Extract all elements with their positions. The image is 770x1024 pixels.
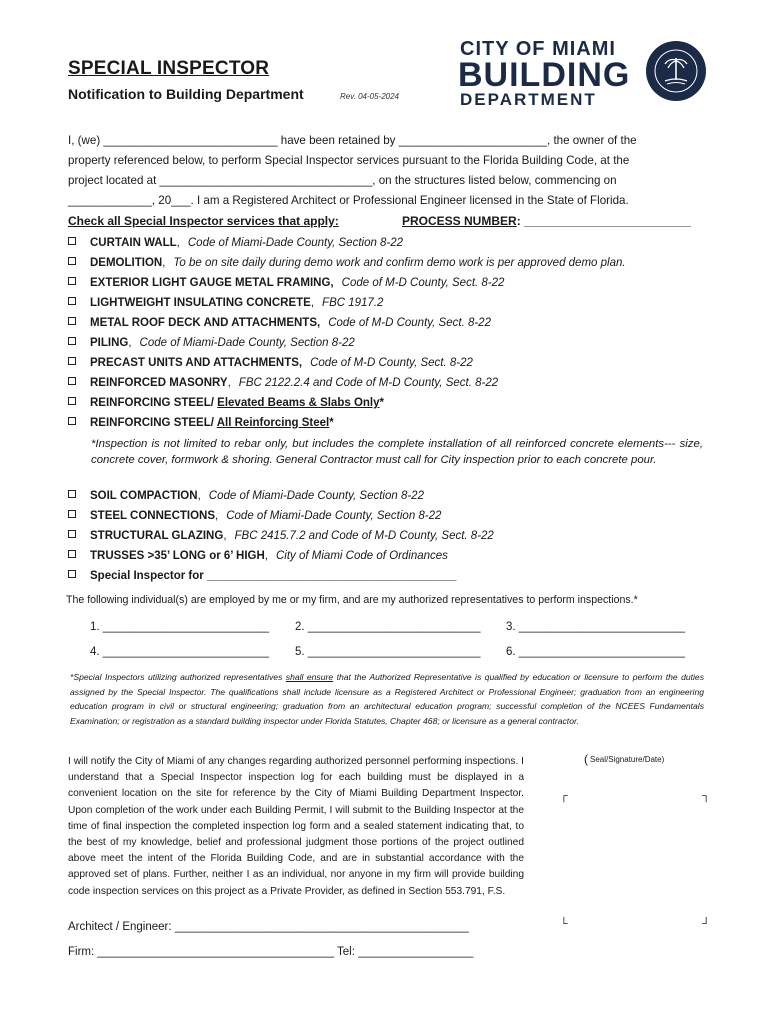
seal-signature-date-label: Seal/Signature/Date) — [590, 755, 665, 764]
checkbox-icon[interactable] — [68, 237, 76, 245]
corner-mark-bottom-left: └ — [560, 918, 568, 930]
service-name: LIGHTWEIGHT INSULATING CONCRETE — [90, 297, 311, 309]
representative-field-1[interactable]: 1. __________________________ — [90, 621, 270, 633]
checkbox-icon[interactable] — [68, 337, 76, 345]
checkbox-icon[interactable] — [68, 317, 76, 325]
intro-line-1: I, (we) ___________________________ have been retained by _______________________, the owner of the — [68, 134, 637, 147]
process-number-label: PROCESS NUMBER — [402, 214, 517, 228]
service-detail: Code of Miami-Dade County, Section 8-22 — [139, 337, 355, 349]
checkbox-icon[interactable] — [68, 417, 76, 425]
checkbox-icon[interactable] — [68, 530, 76, 538]
service-item[interactable]: PILING, Code of Miami-Dade County, Section 8-22 — [68, 333, 708, 353]
service-item[interactable]: SOIL COMPACTION, Code of Miami-Dade County, Section 8-22 — [68, 486, 708, 506]
service-detail: Code of Miami-Dade County, Section 8-22 — [208, 490, 424, 502]
service-detail: Code of Miami-Dade County, Section 8-22 — [226, 510, 442, 522]
revision-date: Rev. 04-05-2024 — [340, 92, 399, 101]
service-item-steel-all[interactable]: REINFORCING STEEL/ All Reinforcing Steel* — [68, 413, 708, 433]
service-name: EXTERIOR LIGHT GAUGE METAL FRAMING, — [90, 277, 334, 289]
service-detail: Code of M-D County, Sect. 8-22 — [328, 317, 491, 329]
service-item[interactable]: REINFORCED MASONRY, FBC 2122.2.4 and Code of M-D County, Sect. 8-22 — [68, 373, 708, 393]
process-number-blank: : _________________________ — [516, 214, 691, 228]
process-number-field[interactable] — [402, 214, 691, 228]
checkbox-icon[interactable] — [68, 550, 76, 558]
logo-building-text: BUILDING — [458, 56, 631, 94]
service-name: CURTAIN WALL — [90, 237, 177, 249]
city-seal-icon — [645, 40, 707, 102]
service-detail: Code of M-D County, Sect. 8-22 — [341, 277, 505, 289]
representative-field-5[interactable]: 5. ___________________________ — [295, 646, 481, 658]
service-detail: To be on site daily during demo work and confirm demo work is per approved demo plan. — [173, 257, 626, 269]
service-item[interactable] — [68, 353, 708, 373]
checkbox-icon[interactable] — [68, 297, 76, 305]
architect-engineer-field[interactable]: Architect / Engineer: ______________________________________________ — [68, 921, 469, 933]
service-item[interactable]: TRUSSES >35’ LONG or 6’ HIGH, City of Miami Code of Ordinances — [68, 546, 708, 566]
service-name: PILING — [90, 337, 129, 349]
service-detail: Code of Miami-Dade County, Section 8-22 — [187, 237, 404, 249]
seal-paren: ( — [584, 752, 588, 766]
corner-mark-top-left: ┌ — [560, 790, 568, 802]
service-name: DEMOLITION — [90, 257, 163, 269]
checkbox-icon[interactable] — [68, 377, 76, 385]
check-services-heading: Check all Special Inspector services that apply: — [68, 214, 339, 228]
service-item[interactable]: LIGHTWEIGHT INSULATING CONCRETE, FBC 1917.2 — [68, 293, 708, 313]
service-name: SOIL COMPACTION — [90, 490, 198, 502]
service-name: STEEL CONNECTIONS — [90, 510, 216, 522]
corner-mark-bottom-right: ┘ — [702, 918, 710, 930]
service-item[interactable]: STRUCTURAL GLAZING, FBC 2415.7.2 and Code of M-D County, Sect. 8-22 — [68, 526, 708, 546]
service-item[interactable] — [68, 273, 708, 293]
intro-line-2: property referenced below, to perform Special Inspector services pursuant to the Florida Building Code, at the — [68, 154, 630, 167]
service-detail: FBC 2122.2.4 and Code of M-D County, Sect. 8-22 — [238, 377, 499, 389]
form-title: SPECIAL INSPECTOR — [68, 58, 270, 79]
checkbox-icon[interactable] — [68, 397, 76, 405]
representative-field-3[interactable]: 3. __________________________ — [506, 621, 686, 633]
service-detail: FBC 2415.7.2 and Code of M-D County, Sect. 8-22 — [234, 530, 494, 542]
service-name: REINFORCED MASONRY — [90, 377, 228, 389]
service-name: METAL ROOF DECK AND ATTACHMENTS, — [90, 317, 321, 329]
service-detail: Code of M-D County, Sect. 8-22 — [310, 357, 473, 369]
representative-field-4[interactable]: 4. __________________________ — [90, 646, 270, 658]
intro-line-4: _____________, 20___. I am a Registered Architect or Professional Engineer licensed in the State of Florida. — [68, 194, 629, 207]
representatives-statement: The following individual(s) are employed by me or my firm, and are my authorized representatives to perform inspections.* — [66, 594, 638, 606]
logo-city-text: CITY OF MIAMI — [460, 38, 616, 60]
checkbox-icon[interactable] — [68, 570, 76, 578]
representative-field-2[interactable]: 2. ___________________________ — [295, 621, 481, 633]
intro-line-3: project located at _________________________________, on the structures listed below, commencing on — [68, 174, 617, 187]
logo-department-text: DEPARTMENT — [460, 90, 597, 109]
qualifications-fine-print: *Special Inspectors utilizing authorized representatives shall ensure that the Authorized Representative is qualified by education or licensure to perform the duties assigned by the Special Inspector. The qualifications shall include licensure as a Registered Architect or Professional Engineer; graduation from an engineering education program in civil or structural engineering; graduation from an architectural education program; successful completion of the NCEES Fundamentals Examination; or registration as a standard building inspector under Florida Statutes, Chapter 468; or licensure as a general contractor. — [70, 672, 705, 726]
service-name: TRUSSES >35’ LONG or 6’ HIGH — [90, 550, 265, 562]
service-name: PRECAST UNITS AND ATTACHMENTS, — [90, 357, 303, 369]
service-name: STRUCTURAL GLAZING — [90, 530, 224, 542]
service-item[interactable] — [68, 313, 708, 333]
service-detail: FBC 1917.2 — [322, 297, 384, 309]
notification-statement: I will notify the City of Miami of any changes regarding authorized personnel performing inspections. I understand that a Special Inspector inspection log for each building must be displayed in a convenient location on the site for reference by the City of Miami Building Department Inspector. Upon completion of the work under each Building Permit, I will submit to the Building Inspector at the time of final inspection the completed inspection log form and a sealed statement indicating that, to the best of my knowledge, belief and professional judgment those portions of the project outlined above meet the intent of the Florida Building Code, and are in substantial accordance with the approved set of plans. Further, neither I as an individual, nor anyone in my firm will provide building code inspection services on this project as a Private Provider, as defined in Section 553.791, F.S. — [68, 756, 524, 897]
service-item-special-inspector-for[interactable]: Special Inspector for _______________________________________ — [68, 566, 708, 586]
reinforcing-steel-note: *Inspection is not limited to rebar only, but includes the complete installation of all reinforced concrete elements--- size, concrete cover, formwork & shoring. General Contractor must call for City inspection prior to each concrete pour. — [91, 438, 703, 466]
firm-tel-field[interactable]: Firm: _____________________________________ Tel: __________________ — [68, 946, 474, 958]
corner-mark-top-right: ┐ — [702, 790, 710, 802]
representative-field-6[interactable]: 6. __________________________ — [506, 646, 686, 658]
service-item[interactable]: DEMOLITION, To be on site daily during demo work and confirm demo work is per approved demo plan. — [68, 253, 708, 273]
seal-signature-area[interactable] — [560, 790, 710, 930]
checkbox-icon[interactable] — [68, 357, 76, 365]
checkbox-icon[interactable] — [68, 490, 76, 498]
service-item[interactable]: CURTAIN WALL, Code of Miami-Dade County, Section 8-22 — [68, 233, 708, 253]
service-detail: City of Miami Code of Ordinances — [276, 550, 448, 562]
checkbox-icon[interactable] — [68, 257, 76, 265]
checkbox-icon[interactable] — [68, 277, 76, 285]
service-item[interactable]: STEEL CONNECTIONS, Code of Miami-Dade County, Section 8-22 — [68, 506, 708, 526]
service-item-steel-elevated[interactable]: REINFORCING STEEL/ Elevated Beams & Slabs Only* — [68, 393, 708, 413]
form-subtitle: Notification to Building Department — [68, 86, 304, 102]
checkbox-icon[interactable] — [68, 510, 76, 518]
